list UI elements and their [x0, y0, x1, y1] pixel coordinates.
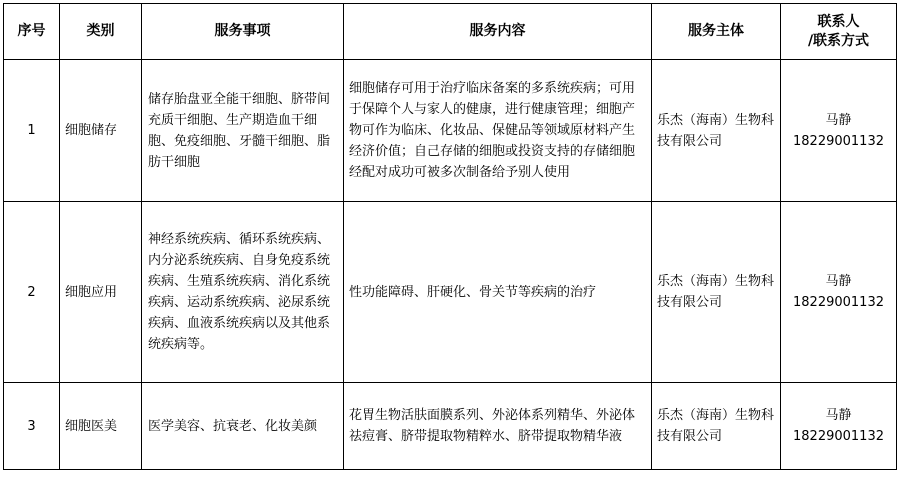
header-subject: 服务主体	[652, 4, 781, 60]
contact-name: 马静	[825, 408, 852, 423]
cell-subject: 乐杰（海南）生物科技有限公司	[652, 60, 781, 202]
header-contact-line2: /联系方式	[807, 32, 870, 49]
table-row	[4, 60, 897, 202]
contact-phone: 18229001132	[793, 429, 884, 444]
table-row	[4, 202, 897, 383]
cell-no: 3	[4, 383, 60, 470]
contact-name: 马静	[825, 112, 852, 128]
cell-category: 细胞应用	[60, 202, 142, 383]
cell-items: 储存胎盘亚全能干细胞、脐带间充质干细胞、生产期造血干细胞、免疫细胞、牙髓干细胞、脂肪干细胞	[142, 60, 344, 202]
cell-category: 细胞储存	[60, 60, 142, 202]
cell-contact	[781, 383, 897, 470]
table-row	[4, 383, 897, 470]
cell-subject: 乐杰（海南）生物科技有限公司	[652, 202, 781, 383]
header-items: 服务事项	[142, 4, 344, 60]
cell-subject: 乐杰（海南）生物科技有限公司	[652, 383, 781, 470]
header-row	[4, 4, 897, 60]
header-category: 类别	[60, 4, 142, 60]
header-content: 服务内容	[344, 4, 652, 60]
contact-phone: 18229001132	[793, 295, 884, 310]
cell-contact	[781, 60, 897, 202]
cell-content: 性功能障碍、肝硬化、骨关节等疾病的治疗	[344, 202, 652, 383]
contact-name: 马静	[825, 274, 852, 289]
service-table	[3, 3, 897, 470]
cell-items: 医学美容、抗衰老、化妆美颜	[142, 383, 344, 470]
contact-phone: 18229001132	[793, 133, 884, 149]
cell-content: 细胞储存可用于治疗临床备案的多系统疾病；可用于保障个人与家人的健康，进行健康管理；细胞产物可作为临床、化妆品、保健品等领域原材料产生经济价值；自己存储的细胞或投资支持的存储细胞经配对成功可被多次制备给予别人使用	[344, 60, 652, 202]
header-contact-line1: 联系人	[817, 13, 860, 30]
cell-contact	[781, 202, 897, 383]
cell-items: 神经系统疾病、循环系统疾病、内分泌系统疾病、自身免疫系统疾病、生殖系统疾病、消化系统疾病、运动系统疾病、泌尿系统疾病、血液系统疾病以及其他系统疾病等。	[142, 202, 344, 383]
cell-no: 2	[4, 202, 60, 383]
cell-content: 花胃生物活肤面膜系列、外泌体系列精华、外泌体祛痘膏、脐带提取物精粹水、脐带提取物精华液	[344, 383, 652, 470]
cell-category: 细胞医美	[60, 383, 142, 470]
cell-no: 1	[4, 60, 60, 202]
header-no: 序号	[4, 4, 60, 60]
header-contact	[781, 4, 897, 60]
